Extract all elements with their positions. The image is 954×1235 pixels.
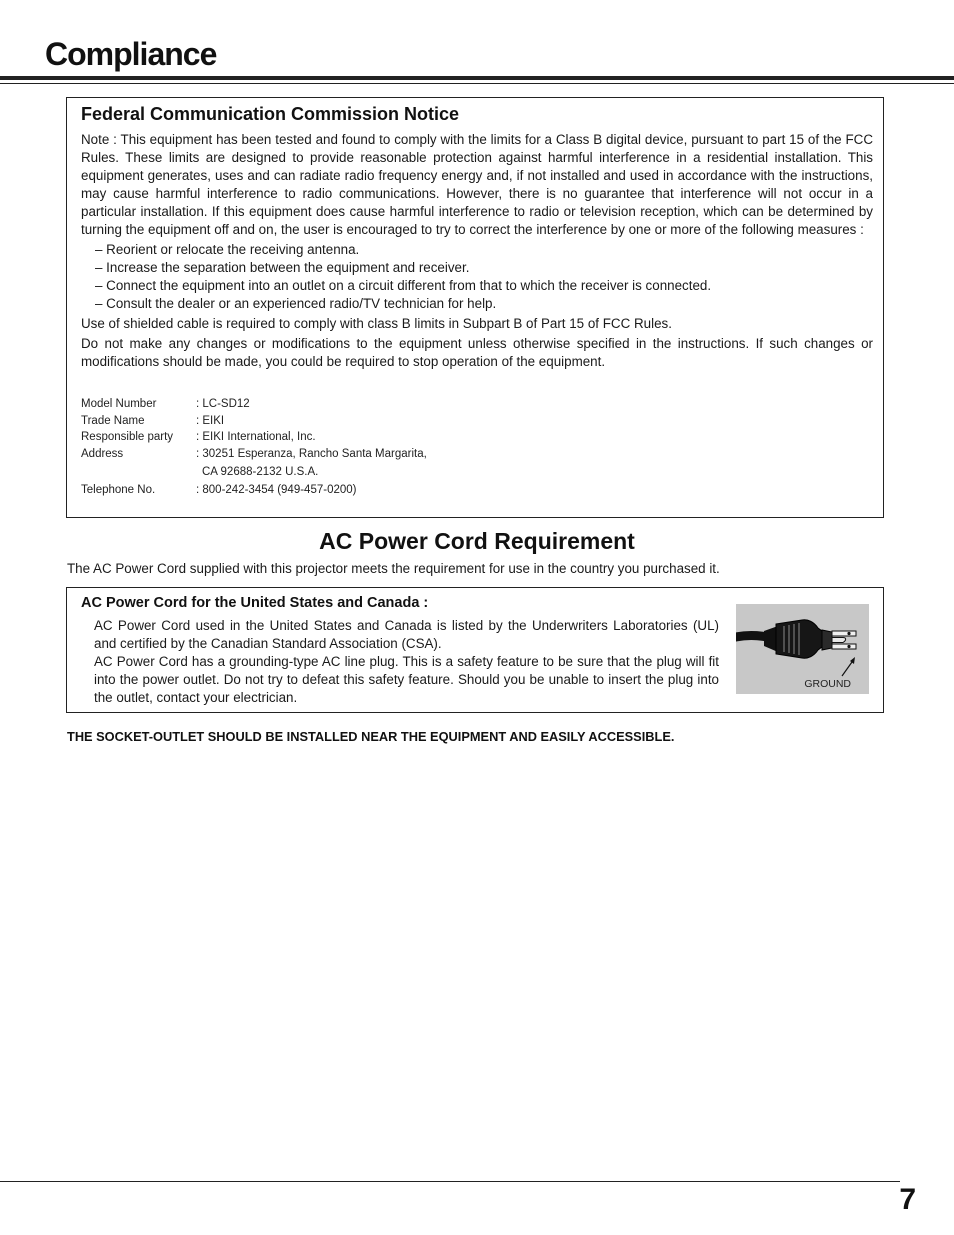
fcc-notice-box xyxy=(66,97,884,518)
fcc-shielded-cable: Use of shielded cable is required to comply with class B limits in Subpart B of Part 15 of FCC Rules. xyxy=(81,316,672,331)
info-row-address-cont xyxy=(81,463,427,481)
info-row-address xyxy=(81,445,427,463)
info-label: Trade Name xyxy=(81,415,145,427)
info-value: : LC-SD12 xyxy=(196,398,250,410)
us-canada-heading: AC Power Cord for the United States and Canada : xyxy=(81,595,429,611)
info-row-trade xyxy=(81,413,427,429)
title-rule xyxy=(0,76,954,80)
fcc-info-table xyxy=(81,395,427,499)
info-value: : EIKI xyxy=(196,415,225,427)
ground-label: GROUND xyxy=(804,678,851,690)
page-title: Compliance xyxy=(45,36,217,72)
info-label: Telephone No. xyxy=(81,484,156,496)
info-row-model xyxy=(81,395,427,413)
footer-rule xyxy=(0,1181,900,1182)
info-value: CA 92688-2132 U.S.A. xyxy=(202,466,319,478)
list-item: – Consult the dealer or an experienced radio/TV technician for help. xyxy=(95,296,497,311)
fcc-heading: Federal Communication Commission Notice xyxy=(81,104,460,124)
fcc-body xyxy=(81,131,873,371)
info-value: : 800-242-3454 (949-457-0200) xyxy=(196,484,357,496)
list-item: – Reorient or relocate the receiving antenna. xyxy=(95,242,360,257)
info-label: Responsible party xyxy=(81,431,174,443)
fcc-modifications: Do not make any changes or modifications to the equipment unless otherwise specified in the instructions. If such changes or modifications should be made, you could be required to stop operation of the equipment. xyxy=(81,336,873,369)
info-label: Address xyxy=(81,448,124,460)
us-canada-body xyxy=(94,617,719,707)
us-canada-box xyxy=(66,587,884,713)
list-item: – Connect the equipment into an outlet on a circuit different from that to which the receiver is connected. xyxy=(95,278,712,293)
list-item: – Increase the separation between the equipment and receiver. xyxy=(95,260,470,275)
socket-outlet-warning: THE SOCKET-OUTLET SHOULD BE INSTALLED NEAR THE EQUIPMENT AND EASILY ACCESSIBLE. xyxy=(67,729,675,744)
info-label-empty xyxy=(81,463,196,481)
info-value: : EIKI International, Inc. xyxy=(196,431,316,443)
info-row-phone xyxy=(81,481,427,499)
info-row-party xyxy=(81,429,427,445)
ac-intro: The AC Power Cord supplied with this projector meets the requirement for use in the country you purchased it. xyxy=(67,561,720,576)
grounded-plug-figure xyxy=(736,604,869,694)
title-rule-thin xyxy=(0,83,954,84)
us-canada-para-2: AC Power Cord has a grounding-type AC line plug. This is a safety feature to be sure that the plug will fit into the power outlet. Do not try to defeat this safety feature. Should you be unable to insert the plug into the outlet, contact your electrician. xyxy=(94,654,719,705)
us-canada-para-1: AC Power Cord used in the United States and Canada is listed by the Underwriters Laboratories (UL) and certified by the Canadian Standard Association (CSA). xyxy=(94,618,719,651)
info-value: : 30251 Esperanza, Rancho Santa Margarita, xyxy=(196,448,427,460)
page-number: 7 xyxy=(899,1183,916,1216)
ac-section-title: AC Power Cord Requirement xyxy=(319,528,635,554)
fcc-note: Note : This equipment has been tested and found to comply with the limits for a Class B digital device, pursuant to part 15 of the FCC Rules. These limits are designed to provide reasonable protection against harmful interference in a residential installation. This equipment generates, uses and can radiate radio frequency energy and, if not installed and used in accordance with the instructions, may cause harmful interference to radio communications. However, there is no guarantee that interference will not occur in a particular installation. If this equipment does cause harmful interference to radio or television reception, which can be determined by turning the equipment off and on, the user is encouraged to try to correct the interference by one or more of the following measures : xyxy=(81,132,873,237)
info-label: Model Number xyxy=(81,398,157,410)
fcc-measures-list xyxy=(81,241,873,313)
